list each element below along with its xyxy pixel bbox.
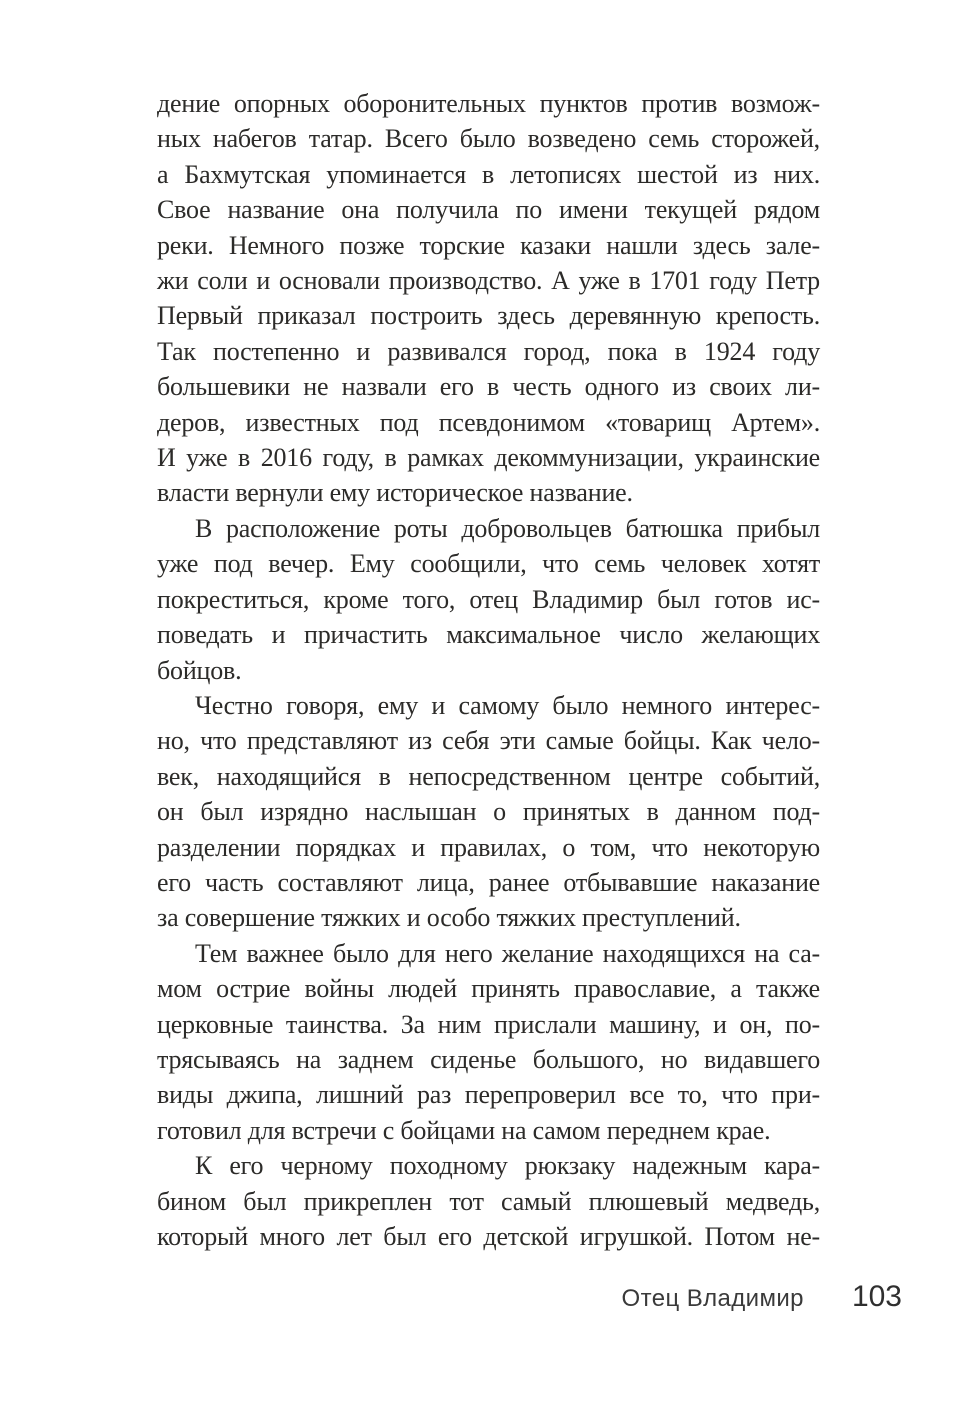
text-line: он был изрядно наслышан о принятых в данном под- bbox=[157, 797, 820, 827]
text-line: уже под вечер. Ему сообщили, что семь человек хотят bbox=[157, 549, 820, 579]
text-line: жи соли и основали производство. А уже в 1701 году Петр bbox=[157, 266, 820, 296]
text-line: К его черному походному рюкзаку надежным кара- bbox=[195, 1151, 820, 1181]
paragraph bbox=[157, 511, 820, 688]
page-number: 103 bbox=[851, 1280, 902, 1313]
text-line: а Бахмутская упоминается в летописях шестой из них. bbox=[157, 159, 820, 189]
text-line: разделении порядках и правилах, о том, что некоторую bbox=[157, 832, 820, 862]
text-line: Свое название она получила по имени текущей рядом bbox=[157, 195, 820, 225]
text-line: большевики не назвали его в честь одного из своих ли- bbox=[157, 372, 820, 402]
text-line: И уже в 2016 году, в рамках декоммунизации, украинские bbox=[157, 443, 820, 473]
text-line: готовил для встречи с бойцами на самом переднем крае. bbox=[157, 1115, 771, 1145]
text-line: реки. Немного позже торские казаки нашли здесь зале- bbox=[157, 230, 820, 260]
text-line: В расположение роты добровольцев батюшка прибыл bbox=[195, 513, 820, 543]
text-line: Так постепенно и развивался город, пока в 1924 году bbox=[157, 336, 820, 366]
text-line: деров, известных под псевдонимом «товарищ Артем». bbox=[157, 407, 820, 437]
text-line: трясываясь на заднем сиденье большого, но видавшего bbox=[157, 1044, 820, 1074]
text-line: мом острие войны людей принять православие, а также bbox=[157, 974, 820, 1004]
text-line: за совершение тяжких и особо тяжких преступлений. bbox=[157, 903, 741, 933]
text-line: покреститься, кроме того, отец Владимир был готов ис- bbox=[157, 584, 820, 614]
paragraph bbox=[157, 936, 820, 1148]
paragraph bbox=[157, 86, 820, 511]
text-line: церковные таинства. За ним прислали машину, и он, по- bbox=[157, 1009, 820, 1039]
page-text-block bbox=[157, 86, 820, 1254]
text-line: Честно говоря, ему и самому было немного интерес- bbox=[195, 690, 820, 720]
text-line: поведать и причастить максимальное число желающих bbox=[157, 620, 820, 650]
page-footer bbox=[622, 1280, 902, 1314]
text-line: бином был прикреплен тот самый плюшевый медведь, bbox=[157, 1186, 820, 1216]
text-line: ных набегов татар. Всего было возведено семь сторожей, bbox=[157, 124, 820, 154]
text-line: бойцов. bbox=[157, 655, 242, 685]
paragraph bbox=[157, 688, 820, 936]
text-line: его часть составляют лица, ранее отбывавшие наказание bbox=[157, 867, 820, 897]
text-line: дение опорных оборонительных пунктов против возмож- bbox=[157, 89, 820, 118]
text-line: но, что представляют из себя эти самые бойцы. Как чело- bbox=[157, 726, 820, 756]
text-line: который много лет был его детской игрушкой. Потом не- bbox=[157, 1222, 820, 1251]
text-line: виды джипа, лишний раз перепроверил все то, что при- bbox=[157, 1080, 820, 1110]
text-line: Первый приказал построить здесь деревянную крепость. bbox=[157, 301, 820, 331]
running-title: Отец Владимир bbox=[621, 1285, 804, 1312]
text-line: власти вернули ему историческое название. bbox=[157, 478, 633, 508]
paragraph bbox=[157, 1148, 820, 1254]
text-line: Тем важнее было для него желание находящихся на са- bbox=[195, 938, 820, 968]
text-line: век, находящийся в непосредственном центре событий, bbox=[157, 761, 820, 791]
